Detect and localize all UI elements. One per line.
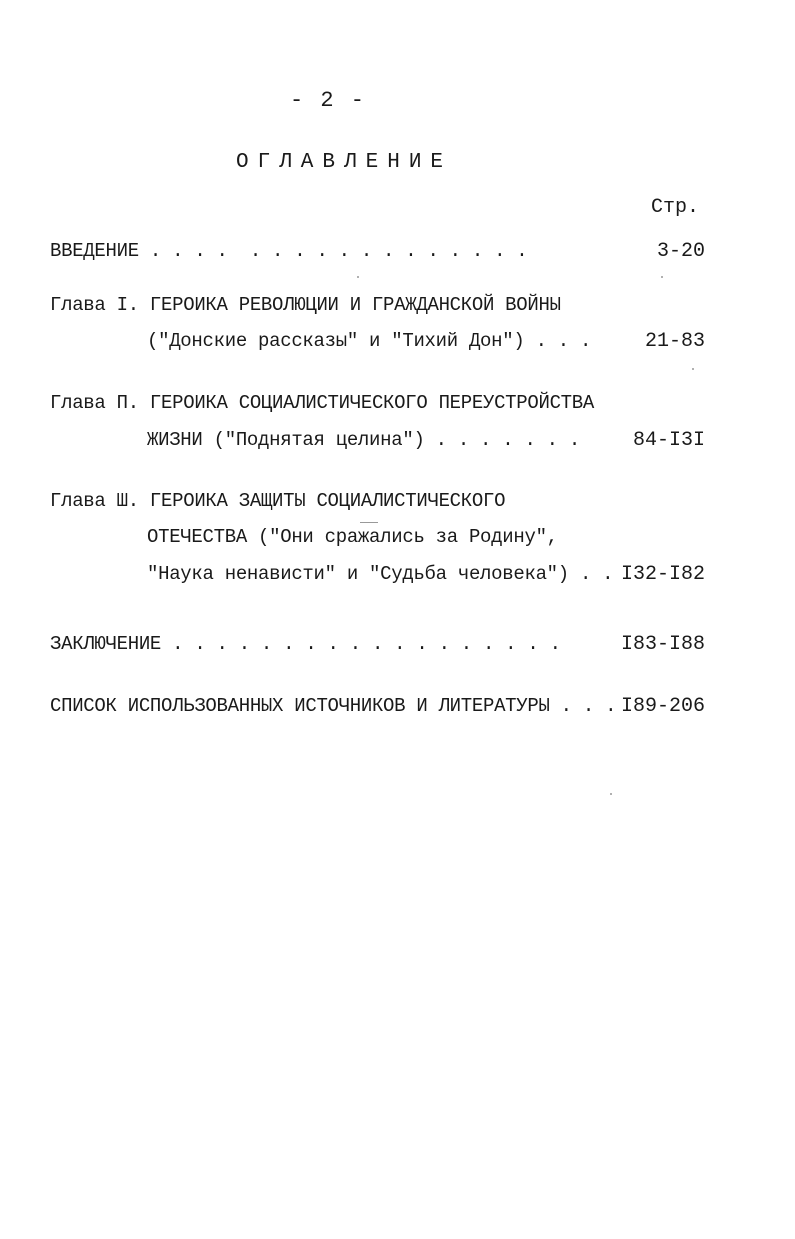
toc-entry-chapter3-line1: Глава Ш. ГЕРОИКА ЗАЩИТЫ СОЦИАЛИСТИЧЕСКОГО <box>50 490 506 512</box>
toc-pages-chapter1: 21-83 <box>644 330 705 353</box>
toc-entry-chapter3-line3: "Наука ненависти" и "Судьба человека") . . <box>147 563 614 585</box>
toc-entry-references: СПИСОК ИСПОЛЬЗОВАННЫХ ИСТОЧНИКОВ И ЛИТЕРАТУРЫ . . . <box>50 695 617 717</box>
toc-pages-references: I89-206 <box>620 695 705 718</box>
toc-pages-chapter3: I32-I82 <box>620 563 705 586</box>
toc-entry-introduction: ВВЕДЕНИЕ . . . . . . . . . . . . . . . . . <box>50 240 528 262</box>
scan-speck <box>661 276 663 278</box>
scan-speck <box>610 793 612 795</box>
scan-speck <box>357 276 359 278</box>
toc-entry-chapter3-line2: ОТЕЧЕСТВА ("Они сражались за Родину", <box>147 526 558 548</box>
toc-entry-chapter2-line1: Глава П. ГЕРОИКА СОЦИАЛИСТИЧЕСКОГО ПЕРЕУСТРОЙСТВА <box>50 392 594 414</box>
page-number: - 2 - <box>290 88 367 113</box>
toc-entry-chapter2-line2: ЖИЗНИ ("Поднятая целина") . . . . . . . <box>147 429 580 451</box>
pages-column-header: Стр. <box>651 196 700 219</box>
scan-speck <box>360 522 378 523</box>
toc-entry-conclusion: ЗАКЛЮЧЕНИЕ . . . . . . . . . . . . . . . . . . <box>50 633 561 655</box>
toc-pages-conclusion: I83-I88 <box>620 633 705 656</box>
toc-pages-chapter2: 84-I3I <box>632 429 705 452</box>
scan-speck <box>692 368 694 370</box>
toc-pages-introduction: 3-20 <box>656 240 705 263</box>
toc-entry-chapter1-line1: Глава I. ГЕРОИКА РЕВОЛЮЦИИ И ГРАЖДАНСКОЙ ВОЙНЫ <box>50 294 561 316</box>
toc-entry-chapter1-line2: ("Донские рассказы" и "Тихий Дон") . . . <box>147 330 592 352</box>
toc-title: ОГЛАВЛЕНИЕ <box>236 151 453 174</box>
